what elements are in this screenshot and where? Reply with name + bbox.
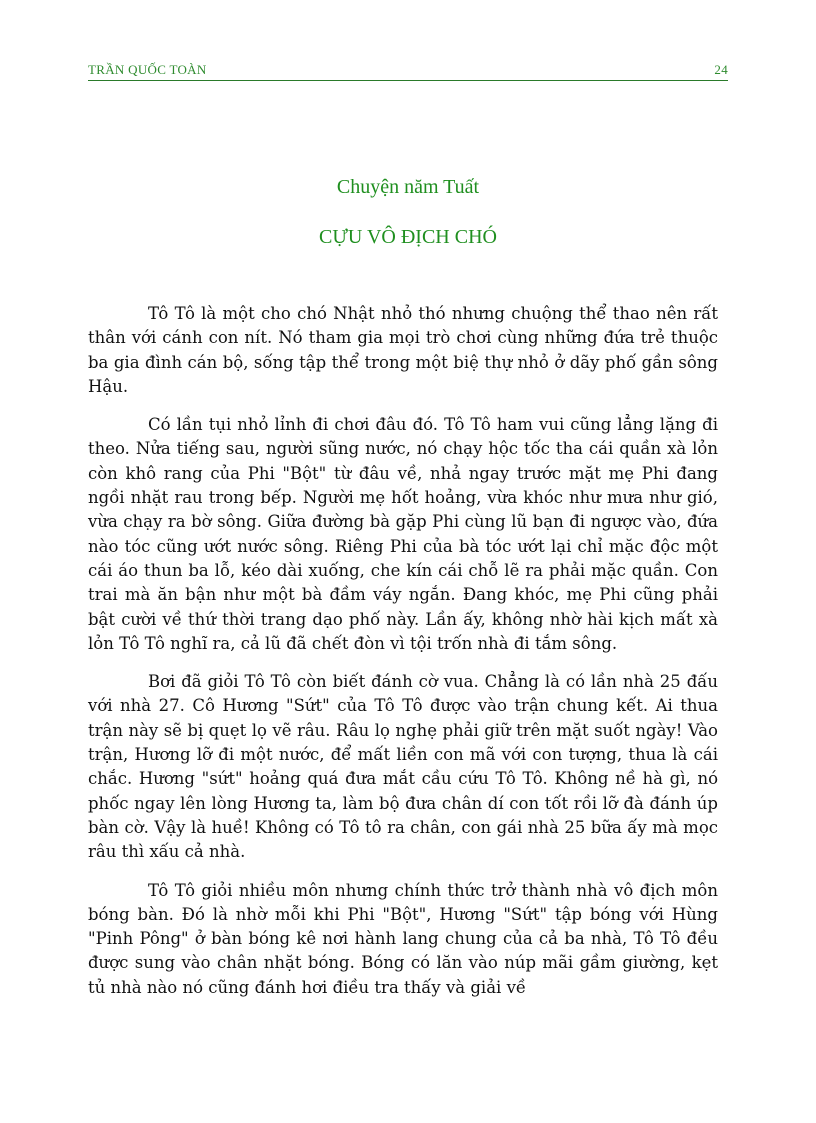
story-body	[88, 302, 718, 1014]
paragraph: Bơi đã giỏi Tô Tô còn biết đánh cờ vua. Chẳng là có lần nhà 25 đấu với nhà 27. Cô Hương "Sứt" của Tô Tô được vào trận chung kết. Ai thua trận này sẽ bị quẹt lọ vẽ râu. Râu lọ nghẹ phải giữ trên mặt suốt ngày! Vào trận, Hương lỡ đi một nước, để mất liền con mã với con tượng, thua là cái chắc. Hương "sứt" hoảng quá đưa mắt cầu cứu Tô Tô. Không nề hà gì, nó phốc ngay lên lòng Hương ta, làm bộ đưa chân dí con tốt rồi lỡ đà đánh úp bàn cờ. Vậy là huề! Không có Tô tô ra chân, con gái nhà 25 bữa ấy mà mọc râu thì xấu cả nhà.	[88, 672, 718, 862]
page-header	[88, 62, 728, 81]
story-title: CỰU VÔ ĐỊCH CHÓ	[319, 226, 497, 248]
chapter-title: Chuyện năm Tuất	[336, 176, 480, 198]
header-page-number: 24	[714, 62, 728, 77]
paragraph: Tô Tô giỏi nhiều môn nhưng chính thức trở thành nhà vô địch môn bóng bàn. Đó là nhờ mỗi khi Phi "Bột", Hương "Sứt" tập bóng với Hùng "Pinh Pông" ở bàn bóng kê nơi hành lang chung của cả ba nhà, Tô Tô đều được sung vào chân nhặt bóng. Bóng có lăn vào núp mãi gầm giường, kẹt tủ nhà nào nó cũng đánh hơi điều tra thấy và giải về	[88, 880, 718, 997]
paragraph: Tô Tô là một cho chó Nhật nhỏ thó nhưng chuộng thể thao nên rất thân với cánh con nít. Nó tham gia mọi trò chơi cùng những đứa trẻ thuộc ba gia đình cán bộ, sống tập thể trong một biệ thự nhỏ ở dãy phố gần sông Hậu.	[88, 304, 718, 396]
paragraph: Có lần tụi nhỏ lỉnh đi chơi đâu đó. Tô Tô ham vui cũng lẳng lặng đi theo. Nửa tiếng sau, người sũng nước, nó chạy hộc tốc tha cái quần xà lỏn còn khô rang của Phi "Bột" từ đâu về, nhả ngay trước mặt mẹ Phi đang ngồi nhặt rau trong bếp. Người mẹ hốt hoảng, vừa khóc như mưa như gió, vừa chạy ra bờ sông. Giữa đường bà gặp Phi cùng lũ bạn đi ngược vào, đứa nào tóc cũng ướt nước sông. Riêng Phi của bà tóc ướt lại chỉ mặc độc một cái áo thun ba lỗ, kéo dài xuống, che kín cái chỗ lẽ ra phải mặc quần. Con trai mà ăn bận như một bà đầm váy ngắn. Đang khóc, mẹ Phi cũng phải bật cười về thứ thời trang dạo phố này. Lần ấy, không nhờ hài kịch mất xà lỏn Tô Tô nghĩ ra, cả lũ đã chết đòn vì tội trốn nhà đi tắm sông.	[88, 415, 718, 653]
header-author: TRẦN QUỐC TOÀN	[88, 62, 207, 77]
